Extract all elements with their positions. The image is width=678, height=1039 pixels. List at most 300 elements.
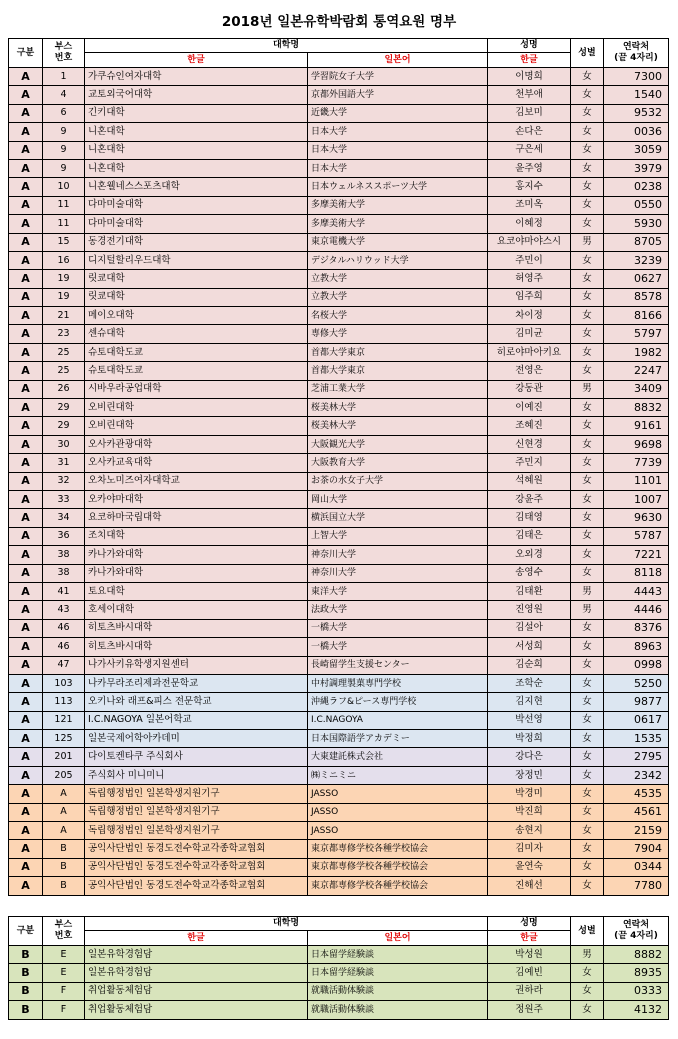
cell-name: 천부애 [488,86,571,104]
cell-booth: 29 [43,399,85,417]
cell-booth: B [43,840,85,858]
cell-gender: 女 [571,417,604,435]
cell-contact: 8832 [604,399,669,417]
cell-group: B [9,1001,43,1019]
cell-booth: F [43,982,85,1000]
cell-contact: 0998 [604,656,669,674]
cell-name: 김설아 [488,619,571,637]
cell-gender: 女 [571,123,604,141]
cell-university-korean: 일본유학경험담 [85,964,308,982]
cell-gender: 女 [571,619,604,637]
cell-group: A [9,288,43,306]
cell-university-korean: 니혼대학 [85,141,308,159]
cell-group: A [9,251,43,269]
cell-group: A [9,362,43,380]
cell-contact: 9698 [604,435,669,453]
cell-contact: 4446 [604,601,669,619]
cell-name: 주민이 [488,251,571,269]
cell-gender: 女 [571,656,604,674]
cell-university-korean: 동경전기대학 [85,233,308,251]
cell-booth: 23 [43,325,85,343]
cell-name: 석혜원 [488,472,571,490]
header-name-korean: 한글 [488,931,571,946]
cell-contact: 2342 [604,766,669,784]
cell-name: 김태영 [488,509,571,527]
cell-booth: 36 [43,527,85,545]
cell-group: A [9,196,43,214]
table-row [9,509,669,527]
cell-contact: 5787 [604,527,669,545]
cell-booth: A [43,785,85,803]
cell-university-korean: 독립행정법인 일본학생지원기구 [85,803,308,821]
cell-name: 강윤주 [488,490,571,508]
cell-group: A [9,748,43,766]
cell-group: A [9,380,43,398]
cell-university-japanese: 東京都専修学校各種学校協会 [308,877,488,895]
interpreter-table-b [8,916,669,1020]
cell-contact: 4561 [604,803,669,821]
cell-university-korean: 오키나와 래프&피스 전문학교 [85,693,308,711]
header-name-korean: 한글 [488,53,571,68]
cell-university-japanese: 近畿大学 [308,104,488,122]
cell-name: 정원주 [488,1001,571,1019]
cell-university-korean: 긴키대학 [85,104,308,122]
cell-university-japanese: 長崎留学生支援センター [308,656,488,674]
table-row [9,858,669,876]
cell-name: 김미자 [488,840,571,858]
table-row [9,711,669,729]
cell-group: A [9,877,43,895]
table-row [9,288,669,306]
cell-university-japanese: 立教大学 [308,270,488,288]
cell-group: A [9,858,43,876]
cell-university-japanese: 京都外国語大学 [308,86,488,104]
table-row [9,840,669,858]
table-row [9,362,669,380]
table-row [9,822,669,840]
cell-group: A [9,803,43,821]
cell-name: 주민지 [488,454,571,472]
cell-university-korean: 슈토대학도쿄 [85,362,308,380]
cell-contact: 9630 [604,509,669,527]
cell-university-japanese: JASSO [308,803,488,821]
cell-contact: 2795 [604,748,669,766]
cell-name: 임주희 [488,288,571,306]
header-group: 구분 [9,917,43,946]
cell-university-japanese: 就職活動体験談 [308,982,488,1000]
cell-group: A [9,399,43,417]
cell-group: A [9,435,43,453]
cell-university-korean: 다마미술대학 [85,196,308,214]
cell-group: A [9,527,43,545]
cell-group: A [9,785,43,803]
cell-university-korean: 릿쿄대학 [85,288,308,306]
cell-group: B [9,964,43,982]
cell-booth: 25 [43,362,85,380]
cell-name: 강다은 [488,748,571,766]
cell-university-japanese: 神奈川大学 [308,564,488,582]
cell-university-korean: 독립행정법인 일본학생지원기구 [85,822,308,840]
table-row [9,1001,669,1019]
table-row [9,748,669,766]
cell-group: A [9,509,43,527]
interpreter-table-a [8,38,669,896]
cell-university-korean: 니혼대학 [85,159,308,177]
cell-name: 윤주영 [488,159,571,177]
table-row [9,343,669,361]
cell-booth: 47 [43,656,85,674]
table-row [9,877,669,895]
cell-name: 요코야마야스시 [488,233,571,251]
cell-contact: 3979 [604,159,669,177]
cell-university-korean: 일본유학경험담 [85,946,308,964]
cell-university-korean: 슈토대학도쿄 [85,343,308,361]
cell-university-japanese: 東京都専修学校各種学校協会 [308,840,488,858]
cell-gender: 女 [571,472,604,490]
table-row [9,123,669,141]
header-name: 성명 [488,39,571,53]
cell-gender: 女 [571,964,604,982]
cell-university-japanese: I.C.NAGOYA [308,711,488,729]
cell-contact: 8166 [604,307,669,325]
cell-contact: 1982 [604,343,669,361]
header-booth: 부스 번호 [43,917,85,946]
table-row [9,86,669,104]
cell-name: 진영원 [488,601,571,619]
cell-contact: 7904 [604,840,669,858]
header-subrow [9,931,669,946]
header-university: 대학명 [85,917,488,931]
cell-contact: 8935 [604,964,669,982]
cell-university-korean: 공익사단법인 동경도전수학교각종학교협회 [85,877,308,895]
cell-gender: 女 [571,399,604,417]
cell-university-japanese: 首都大学東京 [308,343,488,361]
header-japanese: 일본어 [308,53,488,68]
cell-booth: 9 [43,159,85,177]
cell-university-japanese: 桜美林大学 [308,399,488,417]
table-row [9,215,669,233]
cell-group: A [9,546,43,564]
cell-booth: 121 [43,711,85,729]
cell-gender: 女 [571,730,604,748]
header-korean: 한글 [85,53,308,68]
cell-university-korean: 교토외국어대학 [85,86,308,104]
cell-university-japanese: 日本ウェルネススポーツ大学 [308,178,488,196]
cell-gender: 女 [571,68,604,86]
cell-gender: 男 [571,233,604,251]
cell-contact: 0333 [604,982,669,1000]
cell-group: A [9,178,43,196]
table-row [9,766,669,784]
cell-university-korean: 니혼웰네스스포츠대학 [85,178,308,196]
cell-university-japanese: JASSO [308,785,488,803]
cell-gender: 女 [571,509,604,527]
cell-university-korean: 오카야마대학 [85,490,308,508]
cell-group: A [9,582,43,600]
cell-booth: 113 [43,693,85,711]
header-gender: 성별 [571,917,604,946]
cell-gender: 女 [571,546,604,564]
cell-university-japanese: 岡山大学 [308,490,488,508]
cell-group: A [9,619,43,637]
cell-group: A [9,325,43,343]
cell-university-korean: 조치대학 [85,527,308,545]
cell-group: A [9,417,43,435]
cell-contact: 1540 [604,86,669,104]
cell-group: A [9,159,43,177]
cell-name: 박진희 [488,803,571,821]
cell-university-japanese: 首都大学東京 [308,362,488,380]
cell-name: 전영은 [488,362,571,380]
cell-name: 이혜정 [488,215,571,233]
cell-university-korean: 오차노미즈여자대학교 [85,472,308,490]
cell-gender: 男 [571,380,604,398]
cell-contact: 1535 [604,730,669,748]
cell-university-korean: 다마미술대학 [85,215,308,233]
cell-university-korean: 히토츠바시대학 [85,619,308,637]
cell-gender: 女 [571,711,604,729]
cell-university-korean: 취업활동체험담 [85,1001,308,1019]
cell-gender: 女 [571,490,604,508]
cell-gender: 女 [571,822,604,840]
cell-booth: A [43,803,85,821]
cell-contact: 8118 [604,564,669,582]
table-row [9,454,669,472]
cell-name: 권하라 [488,982,571,1000]
table-row [9,196,669,214]
cell-name: 김지현 [488,693,571,711]
table-row [9,619,669,637]
cell-group: A [9,68,43,86]
cell-university-japanese: 多摩美術大学 [308,196,488,214]
cell-university-japanese: 大阪教育大学 [308,454,488,472]
table-row [9,601,669,619]
cell-booth: 31 [43,454,85,472]
cell-university-japanese: 大阪観光大学 [308,435,488,453]
cell-university-japanese: 上智大学 [308,527,488,545]
cell-university-korean: 나가사키유학생지원센터 [85,656,308,674]
cell-contact: 8963 [604,638,669,656]
cell-contact: 0344 [604,858,669,876]
cell-gender: 女 [571,877,604,895]
table-row [9,693,669,711]
cell-booth: 19 [43,288,85,306]
cell-group: A [9,822,43,840]
cell-contact: 8376 [604,619,669,637]
table-row [9,68,669,86]
cell-university-korean: 호세이대학 [85,601,308,619]
cell-name: 박정희 [488,730,571,748]
cell-contact: 8578 [604,288,669,306]
cell-group: A [9,104,43,122]
table-row [9,399,669,417]
cell-name: 히로야마아키요 [488,343,571,361]
cell-group: A [9,141,43,159]
cell-name: 윤연숙 [488,858,571,876]
table-row [9,674,669,692]
cell-university-japanese: 中村調理製菓専門学校 [308,674,488,692]
cell-university-japanese: 東京電機大学 [308,233,488,251]
cell-contact: 1101 [604,472,669,490]
cell-gender: 男 [571,946,604,964]
cell-booth: 125 [43,730,85,748]
cell-contact: 0617 [604,711,669,729]
cell-university-japanese: 学習院女子大学 [308,68,488,86]
cell-booth: 19 [43,270,85,288]
cell-booth: B [43,877,85,895]
table-row [9,270,669,288]
cell-university-korean: I.C.NAGOYA 일본어학교 [85,711,308,729]
header-contact: 연락처 (끝 4자리) [604,39,669,68]
header-subrow [9,53,669,68]
cell-university-korean: 일본국제어학아카데미 [85,730,308,748]
cell-name: 구은세 [488,141,571,159]
cell-booth: 1 [43,68,85,86]
cell-gender: 女 [571,270,604,288]
cell-university-korean: 취업활동체험담 [85,982,308,1000]
table-row [9,527,669,545]
cell-booth: 38 [43,564,85,582]
cell-booth: 46 [43,638,85,656]
cell-university-korean: 시바우라공업대학 [85,380,308,398]
page-title: 2018년 일본유학박람회 통역요원 명부 [221,14,457,30]
header-gender: 성별 [571,39,604,68]
cell-booth: 38 [43,546,85,564]
header-university: 대학명 [85,39,488,53]
cell-gender: 女 [571,1001,604,1019]
cell-university-korean: 토요대학 [85,582,308,600]
cell-booth: 10 [43,178,85,196]
cell-group: A [9,343,43,361]
cell-booth: 30 [43,435,85,453]
cell-booth: A [43,822,85,840]
header-booth: 부스 번호 [43,39,85,68]
cell-contact: 1007 [604,490,669,508]
header-japanese: 일본어 [308,931,488,946]
cell-university-japanese: 日本留学経験談 [308,964,488,982]
cell-name: 송현지 [488,822,571,840]
cell-contact: 7780 [604,877,669,895]
cell-university-japanese: 日本大学 [308,159,488,177]
cell-contact: 9532 [604,104,669,122]
table-row [9,490,669,508]
cell-contact: 3409 [604,380,669,398]
cell-group: A [9,307,43,325]
cell-group: B [9,982,43,1000]
cell-name: 차이정 [488,307,571,325]
cell-booth: E [43,946,85,964]
cell-name: 서성희 [488,638,571,656]
cell-university-korean: 히토츠바시대학 [85,638,308,656]
cell-booth: 29 [43,417,85,435]
cell-university-korean: 릿쿄대학 [85,270,308,288]
table-row [9,251,669,269]
cell-gender: 女 [571,251,604,269]
cell-contact: 4443 [604,582,669,600]
cell-name: 김태환 [488,582,571,600]
cell-contact: 2247 [604,362,669,380]
cell-university-japanese: 就職活動体験談 [308,1001,488,1019]
cell-university-japanese: 芝浦工業大学 [308,380,488,398]
table-row [9,546,669,564]
cell-gender: 女 [571,803,604,821]
cell-contact: 3059 [604,141,669,159]
cell-name: 오외경 [488,546,571,564]
cell-name: 허영주 [488,270,571,288]
cell-university-japanese: 東洋大学 [308,582,488,600]
cell-group: A [9,638,43,656]
cell-gender: 女 [571,325,604,343]
cell-gender: 女 [571,766,604,784]
cell-group: A [9,454,43,472]
cell-group: A [9,674,43,692]
cell-name: 송영수 [488,564,571,582]
cell-contact: 7300 [604,68,669,86]
cell-university-japanese: 法政大学 [308,601,488,619]
cell-gender: 女 [571,858,604,876]
cell-gender: 女 [571,674,604,692]
cell-booth: 15 [43,233,85,251]
cell-name: 진해선 [488,877,571,895]
table-row [9,582,669,600]
cell-gender: 男 [571,601,604,619]
cell-university-japanese: 桜美林大学 [308,417,488,435]
cell-university-japanese: 日本留学経験談 [308,946,488,964]
table-row [9,325,669,343]
cell-university-korean: 다이토켄타쿠 주식회사 [85,748,308,766]
cell-contact: 4535 [604,785,669,803]
cell-group: A [9,472,43,490]
cell-university-japanese: 名桜大学 [308,307,488,325]
cell-contact: 0627 [604,270,669,288]
cell-university-korean: 독립행정법인 일본학생지원기구 [85,785,308,803]
cell-name: 강동관 [488,380,571,398]
cell-gender: 女 [571,435,604,453]
cell-university-korean: 니혼대학 [85,123,308,141]
cell-gender: 女 [571,638,604,656]
table-row [9,307,669,325]
table-row [9,785,669,803]
cell-group: A [9,730,43,748]
cell-gender: 女 [571,982,604,1000]
cell-name: 김태은 [488,527,571,545]
cell-gender: 女 [571,196,604,214]
cell-university-korean: 요코하마국립대학 [85,509,308,527]
cell-booth: 4 [43,86,85,104]
table-row [9,435,669,453]
cell-group: B [9,946,43,964]
cell-group: A [9,270,43,288]
cell-booth: 201 [43,748,85,766]
cell-contact: 8882 [604,946,669,964]
cell-gender: 男 [571,582,604,600]
cell-university-japanese: デジタルハリウッド大学 [308,251,488,269]
cell-university-korean: 오사카관광대학 [85,435,308,453]
cell-booth: 11 [43,196,85,214]
cell-university-japanese: 多摩美術大学 [308,215,488,233]
cell-group: A [9,693,43,711]
cell-university-japanese: 東京都専修学校各種学校協会 [308,858,488,876]
cell-gender: 女 [571,527,604,545]
header-contact: 연락처 (끝 4자리) [604,917,669,946]
cell-booth: 41 [43,582,85,600]
cell-group: A [9,490,43,508]
cell-gender: 女 [571,178,604,196]
cell-booth: 33 [43,490,85,508]
cell-contact: 4132 [604,1001,669,1019]
cell-name: 김미균 [488,325,571,343]
cell-gender: 女 [571,215,604,233]
